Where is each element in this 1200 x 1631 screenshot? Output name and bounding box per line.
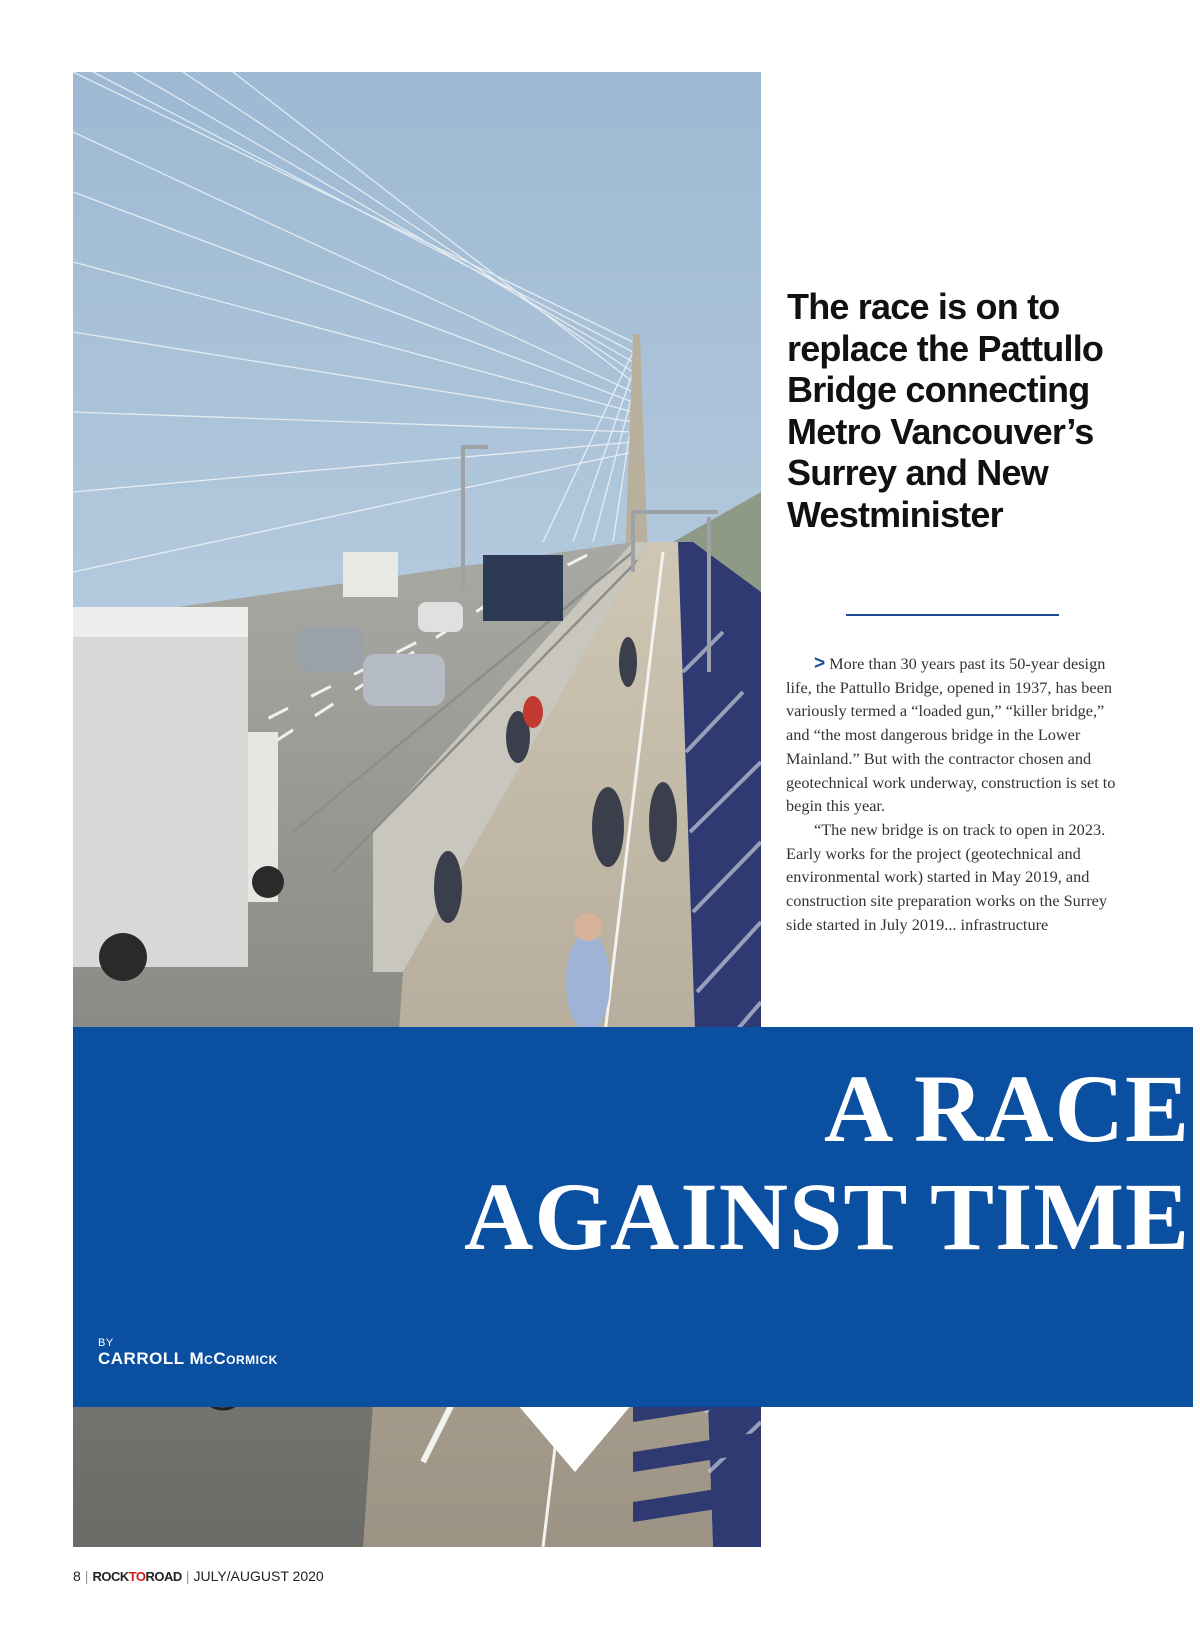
- logo-road: ROAD: [145, 1569, 182, 1584]
- logo-rock: ROCK: [92, 1569, 129, 1584]
- body-paragraph: “The new bridge is on track to open in 2023. Early works for the project (geotechnical and environmental work) started in May 2019, and construction site preparation works on the Surrey side started in July 2019... infrastructure: [786, 819, 1108, 934]
- deck-subheadline: The race is on to replace the Pattullo Bridge connecting Metro Vancouver’s Surrey and New Westminister: [787, 286, 1104, 535]
- byline-label: BY: [98, 1337, 114, 1349]
- headline-line-1: A RACE: [823, 1055, 1190, 1162]
- chevron-right-icon: >: [814, 653, 826, 674]
- title-banner: [73, 1027, 1193, 1407]
- magazine-logo: [92, 1569, 181, 1584]
- headline: [464, 1055, 1190, 1271]
- headline-line-2: AGAINST TIME: [464, 1163, 1190, 1270]
- footer-separator: |: [84, 1568, 89, 1584]
- author-name: CARROLL McCormick: [98, 1349, 278, 1368]
- divider-rule: [846, 614, 1059, 616]
- page-number: 8: [73, 1568, 81, 1584]
- article-body: [786, 652, 1126, 936]
- byline: [98, 1337, 278, 1369]
- logo-to: TO: [128, 1569, 146, 1584]
- body-paragraph: [786, 652, 1126, 818]
- page-footer: [73, 1568, 324, 1584]
- paragraph-1-text: More than 30 years past its 50-year design life, the Pattullo Bridge, opened in 1937, has been variously termed a “loaded gun,” “killer bridge,” and “the most dangerous bridge in the Lower Mainland.” But with the contractor chosen and geotechnical work underway, construction is set to begin this year.: [786, 654, 1116, 816]
- footer-separator: |: [185, 1568, 190, 1584]
- issue-date: JULY/AUGUST 2020: [193, 1568, 324, 1584]
